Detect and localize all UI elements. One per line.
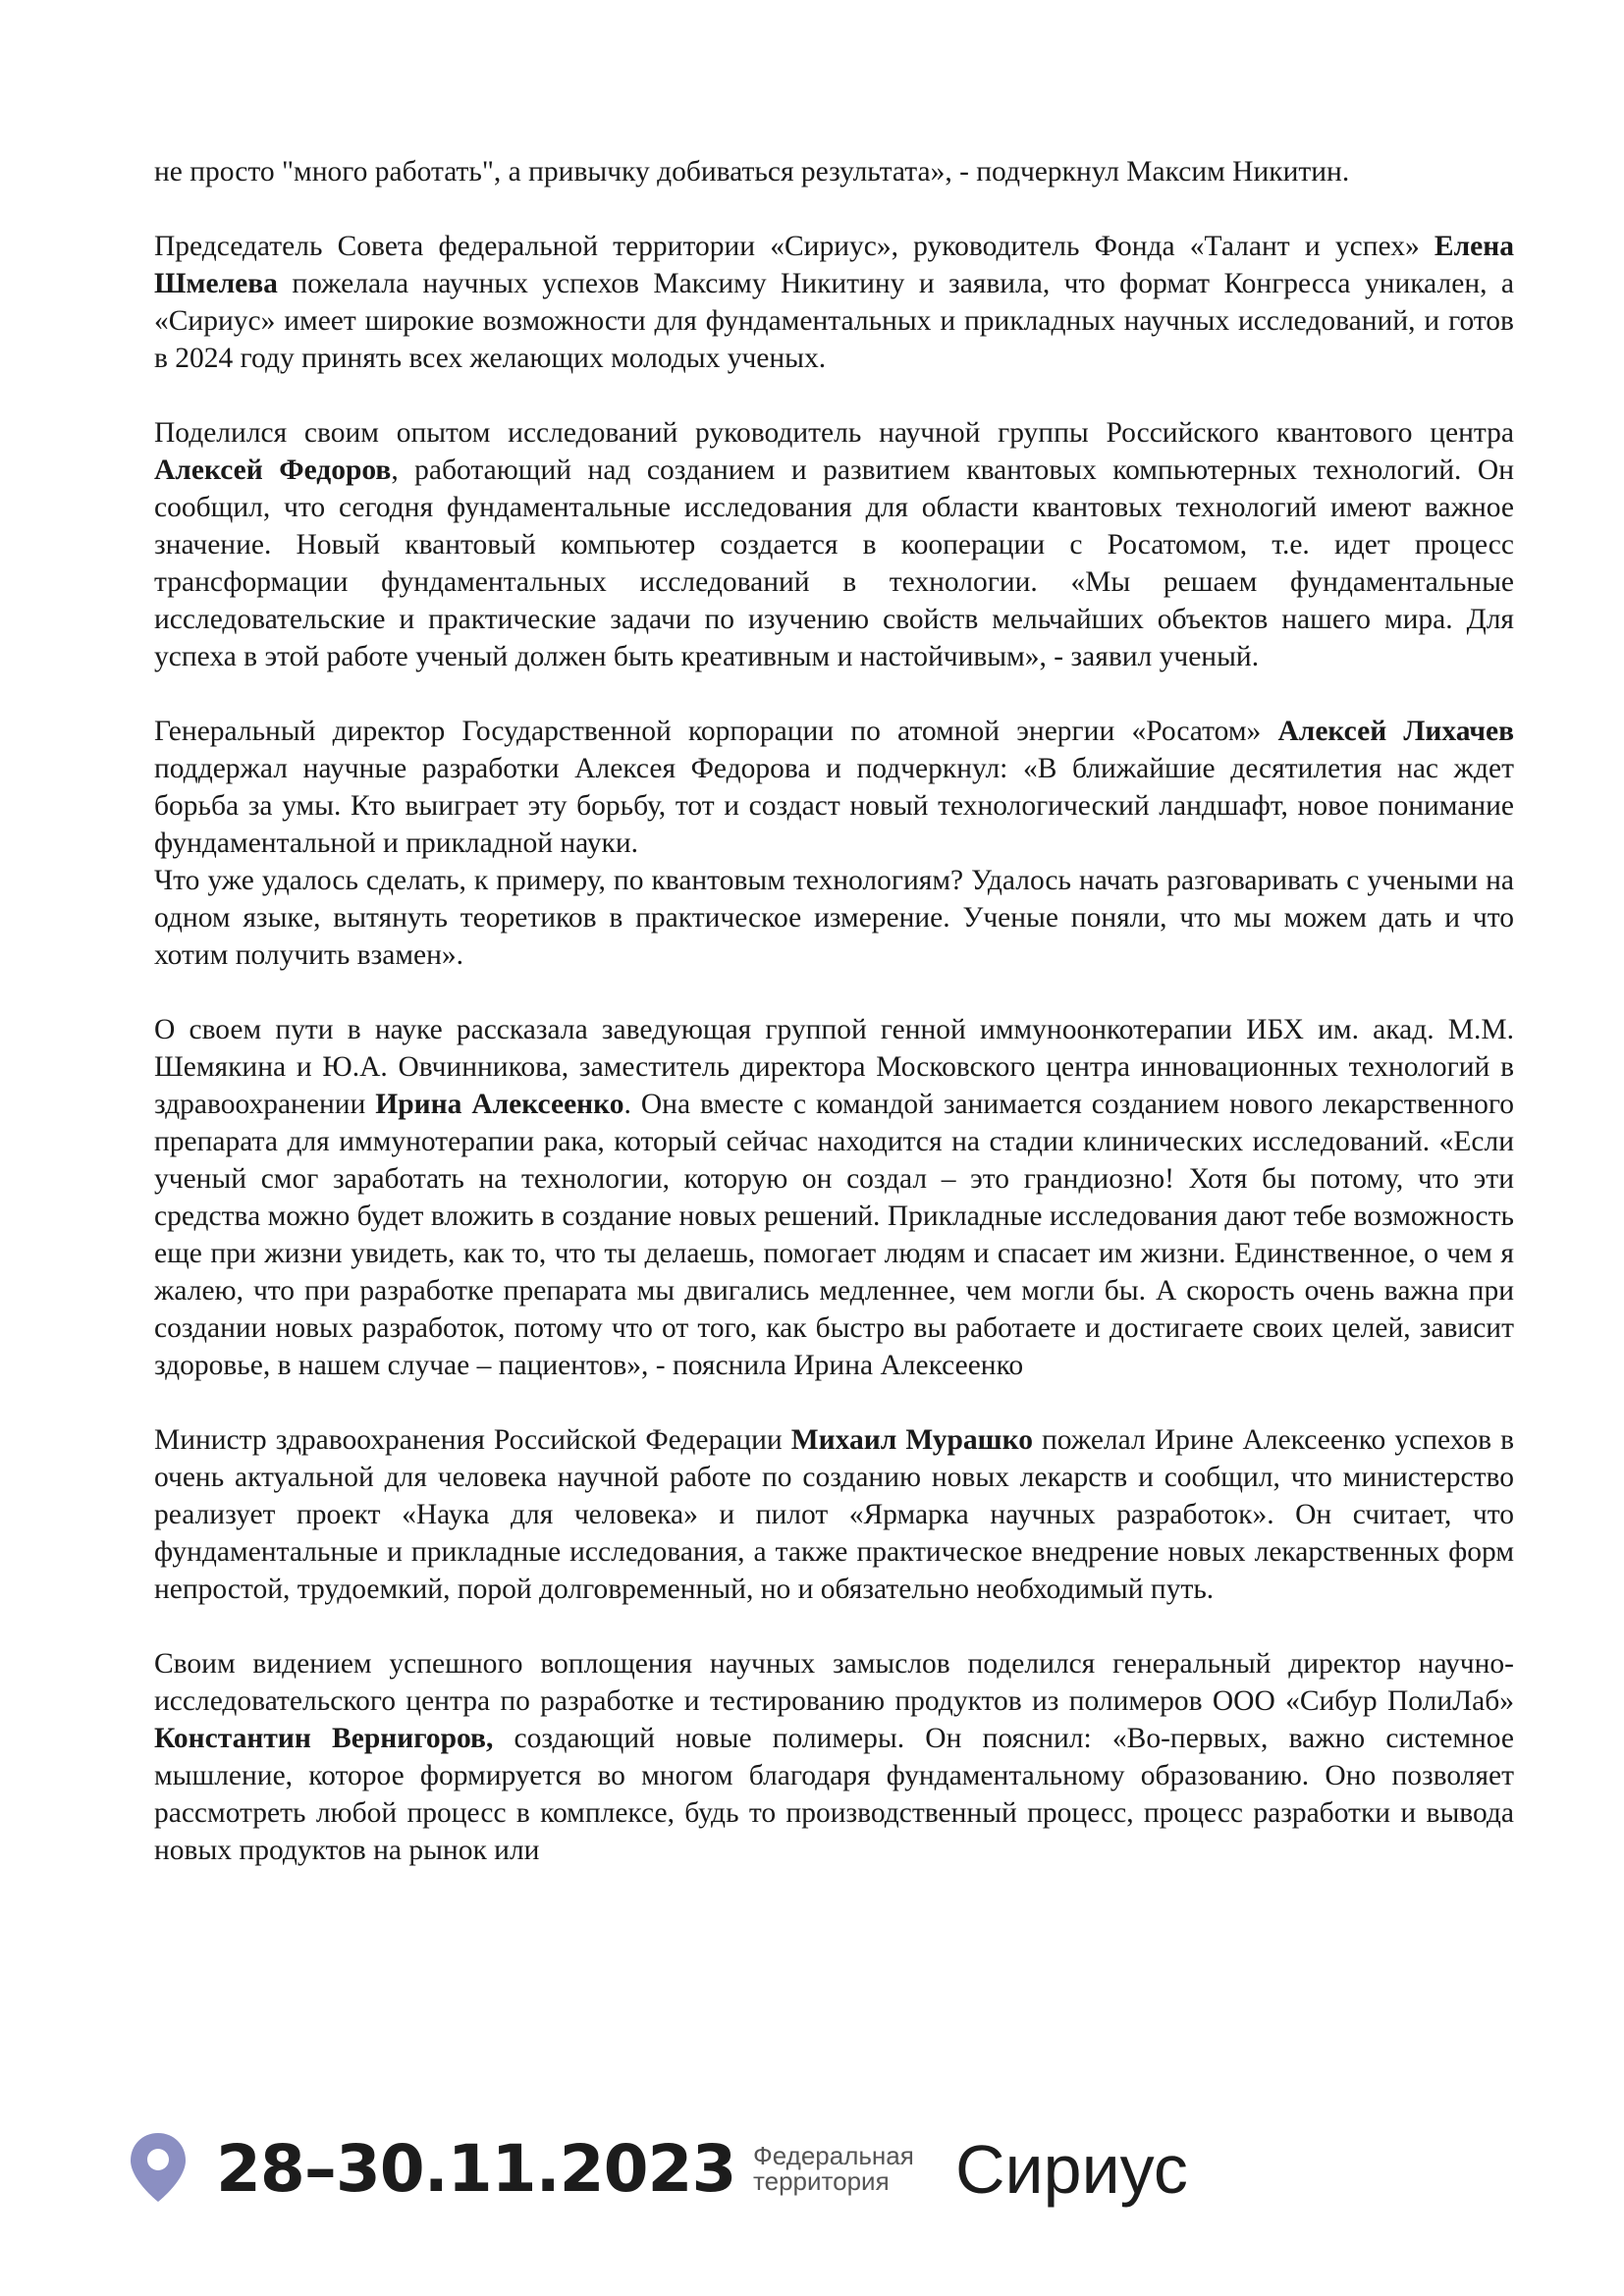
person-name: Константин Вернигоров, <box>154 1723 494 1754</box>
paragraph-text: Поделился своим опытом исследований руководитель научной группы Российского квантового центра <box>154 417 1514 449</box>
event-dates: 28–30.11.2023 <box>216 2131 736 2207</box>
paragraph-text: пожелал Ирине Алексеенко успехов в очень актуальной для человека научной работе по созданию новых лекарств и сообщил, что министерство реализует проект «Наука для человека» и пилот «Ярмарка научных разработок». Он считает, что фундаментальные и прикладные исследования, а также практическое внедрение новых лекарственных форм непростой, трудоемкий, порой долговременный, но и обязательно необходимый путь. <box>154 1424 1514 1605</box>
city-name: Сириус <box>955 2131 1188 2208</box>
territory-label-line1: Федеральная <box>753 2141 914 2170</box>
person-name: Елена Шмелева <box>154 231 1514 299</box>
paragraph-text: не просто "много работать", а привычку добиваться результата», - подчеркнул Максим Никитин. <box>154 156 1350 187</box>
paragraph <box>154 1645 1514 1869</box>
person-name: Алексей Лихачев <box>1277 716 1515 747</box>
event-footer <box>128 2115 1306 2223</box>
territory-label <box>753 2143 914 2194</box>
document-body <box>154 153 1514 1869</box>
paragraph-text: Своим видением успешного воплощения научных замыслов поделился генеральный директор научно-исследовательского центра по разработке и тестированию продуктов из полимеров ООО «Сибур ПолиЛаб» <box>154 1648 1514 1717</box>
paragraph-text: , работающий над созданием и развитием квантовых компьютерных технологий. Он сообщил, что сегодня фундаментальные исследования для области квантовых технологий имеют важное значение. Новый квантовый компьютер создается в кооперации с Росатомом, т.е. идет процесс трансформации фундаментальных исследований в технологии. «Мы решаем фундаментальные исследовательские и практические задачи по изучению свойств мельчайших объектов нашего мира. Для успеха в этой работе ученый должен быть креативным и настойчивым», - заявил ученый. <box>154 454 1514 672</box>
paragraph <box>154 228 1514 377</box>
person-name: Ирина Алексеенко <box>375 1089 624 1120</box>
person-name: Алексей Федоров <box>154 454 392 486</box>
paragraph <box>154 1011 1514 1384</box>
paragraph-text: Генеральный директор Государственной корпорации по атомной энергии «Росатом» <box>154 716 1278 747</box>
paragraph-text: Что уже удалось сделать, к примеру, по квантовым технологиям? Удалось начать разговаривать с учеными на одном языке, вытянуть теоретиков в практическое измерение. Ученые поняли, что мы можем дать и что хотим получить взамен». <box>154 865 1514 971</box>
location-pin-icon <box>128 2131 189 2204</box>
paragraph-text: пожелала научных успехов Максиму Никитину и заявила, что формат Конгресса уникален, а «Сириус» имеет широкие возможности для фундаментальных и прикладных научных исследований, и готов в 2024 году принять всех желающих молодых ученых. <box>154 268 1514 374</box>
paragraph <box>154 1421 1514 1608</box>
paragraph-text: Председатель Совета федеральной территории «Сириус», руководитель Фонда «Талант и успех» <box>154 231 1435 262</box>
paragraph <box>154 414 1514 675</box>
paragraph-text: поддержал научные разработки Алексея Федорова и подчеркнул: «В ближайшие десятилетия нас ждет борьба за умы. Кто выиграет эту борьбу, тот и создаст новый технологический ландшафт, новое понимание фундаментальной и прикладной науки. <box>154 753 1514 859</box>
paragraph <box>154 713 1514 974</box>
paragraph <box>154 153 1514 190</box>
paragraph-text: создающий новые полимеры. Он пояснил: «Во-первых, важно системное мышление, которое формируется во многом благодаря фундаментальному образованию. Оно позволяет рассмотреть любой процесс в комплексе, будь то производственный процесс, процесс разработки и вывода новых продуктов на рынок или <box>154 1723 1514 1866</box>
territory-label-line2: территория <box>753 2166 890 2196</box>
person-name: Михаил Мурашко <box>790 1424 1033 1456</box>
paragraph-text: О своем пути в науке рассказала заведующая группой генной иммуноонкотерапии ИБХ им. акад. М.М. Шемякина и Ю.А. Овчинникова, заместитель директора Московского центра инновационных технологий в здравоохранении <box>154 1014 1514 1120</box>
paragraph-text: . Она вместе с командой занимается созданием нового лекарственного препарата для иммунотерапии рака, который сейчас находится на стадии клинических исследований. «Если ученый смог заработать на технологии, которую он создал – это грандиозно! Хотя бы потому, что эти средства можно будет вложить в создание новых решений. Прикладные исследования дают тебе возможность еще при жизни увидеть, как то, что ты делаешь, помогает людям и спасает им жизни. Единственное, о чем я жалею, что при разработке препарата мы двигались медленнее, чем могли бы. А скорость очень важна при создании новых разработок, потому что от того, как быстро вы работаете и достигаете своих целей, зависит здоровье, в нашем случае – пациентов», - пояснила Ирина Алексеенко <box>154 1089 1514 1381</box>
paragraph-text: Министр здравоохранения Российской Федерации <box>154 1424 791 1456</box>
